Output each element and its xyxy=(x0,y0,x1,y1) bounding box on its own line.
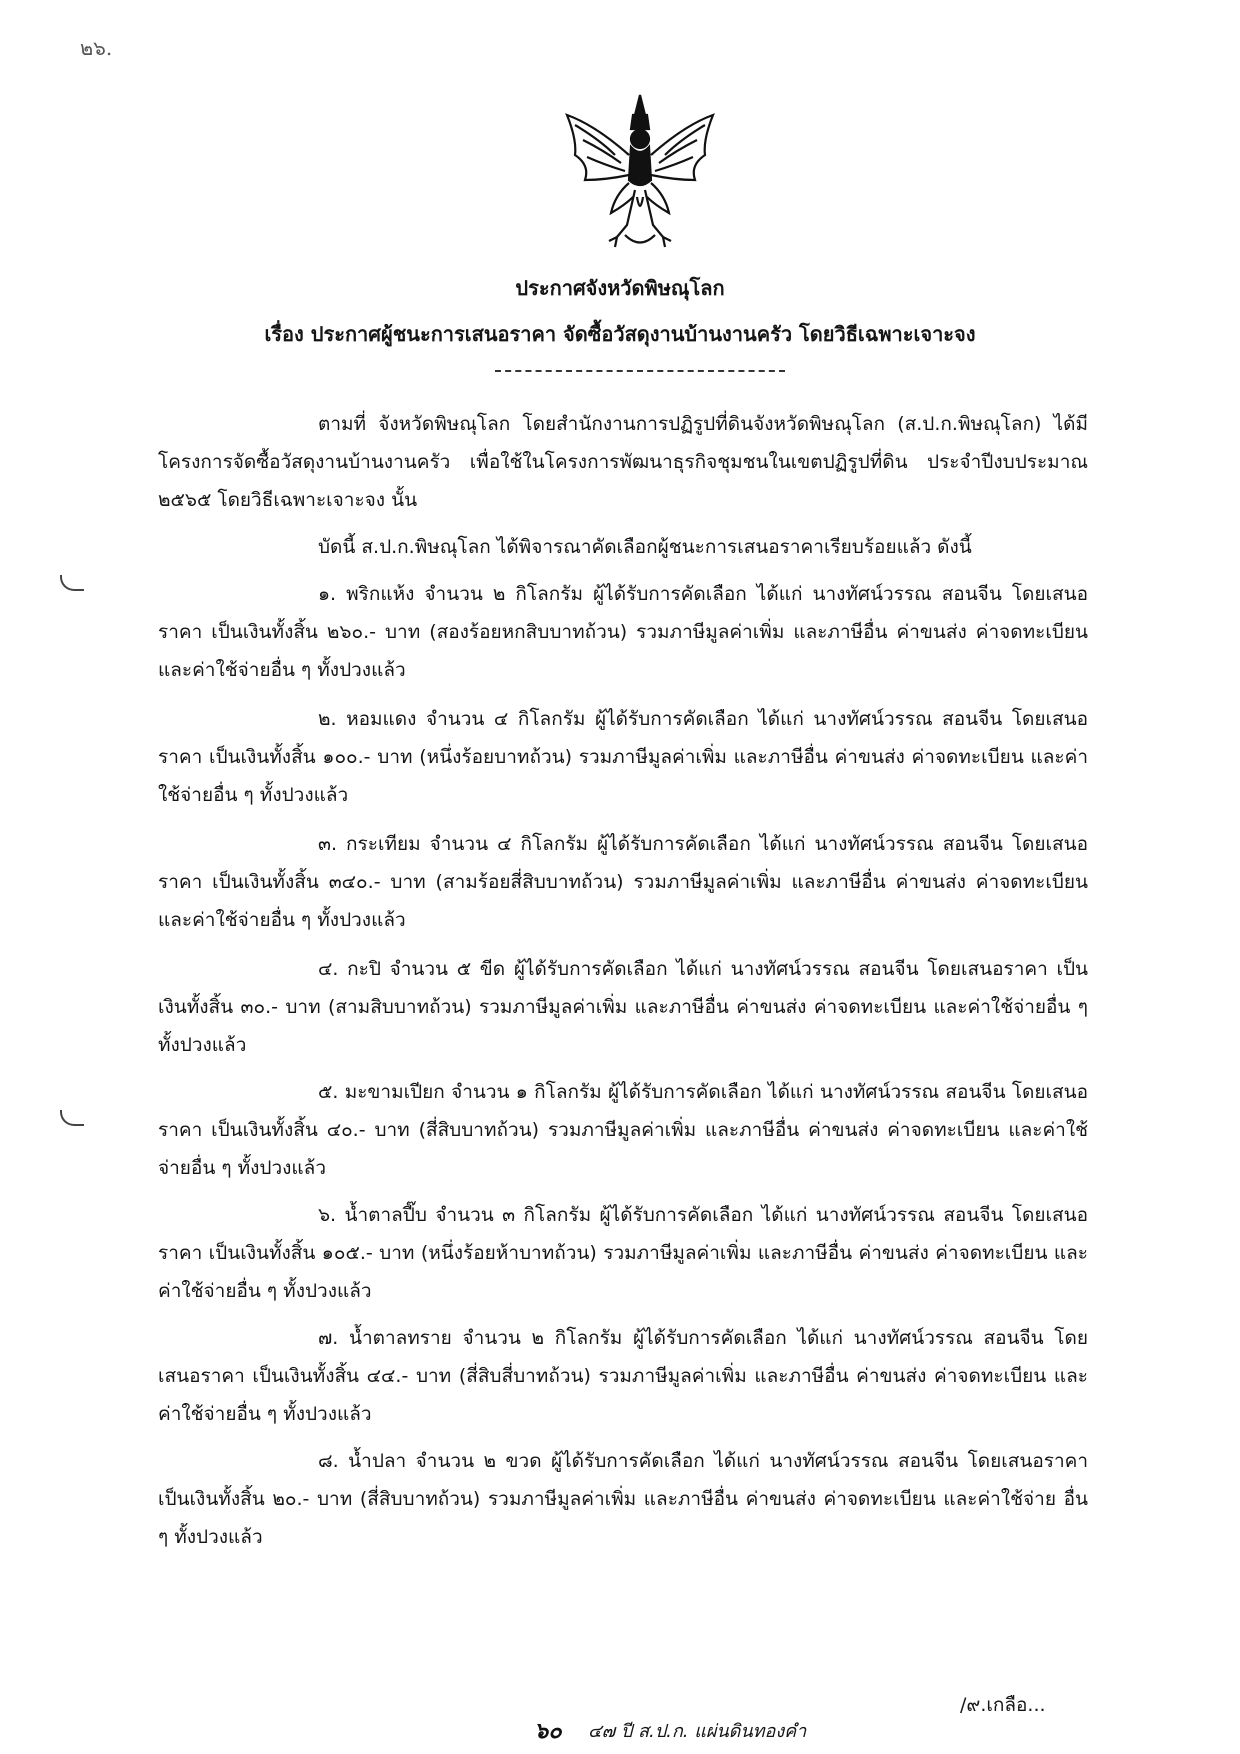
handwritten-page-note: ๒๖. xyxy=(80,36,113,60)
garuda-emblem-icon xyxy=(555,85,725,255)
document-subject: เรื่อง ประกาศผู้ชนะการเสนอราคา จัดซื้อวัสดุงานบ้านงานครัว โดยวิธีเฉพาะเจาะจง xyxy=(264,322,976,346)
anniversary-logo-icon xyxy=(520,1715,576,1745)
anniversary-logo-text: ๖๐ xyxy=(534,1719,562,1744)
list-item: ๘. น้ำปลา จำนวน ๒ ขวด ผู้ได้รับการคัดเลือก ได้แก่ นางทัศน์วรรณ สอนจีน โดยเสนอราคา เป็นเงินทั้งสิ้น ๒๐.- บาท (สี่สิบบาทถ้วน) รวมภาษีมูลค่าเพิ่ม และภาษีอื่น ค่าขนส่ง ค่าจดทะเบียน และค่าใช้จ่าย อื่น ๆ ทั้งปวงแล้ว xyxy=(158,1450,1088,1548)
intro-paragraph: ตามที่ จังหวัดพิษณุโลก โดยสำนักงานการปฏิรูปที่ดินจังหวัดพิษณุโลก (ส.ป.ก.พิษณุโลก) ได้มีโครงการจัดซื้อวัสดุงานบ้านงานครัว เพื่อใช้ในโครงการพัฒนาธุรกิจชุมชนในเขตปฏิรูปที่ดิน ประจำปีงบประมาณ ๒๕๖๕ โดยวิธีเฉพาะเจาะจง นั้น xyxy=(158,413,1088,511)
document-title: ประกาศจังหวัดพิษณุโลก xyxy=(515,276,725,300)
edge-mark xyxy=(60,1110,84,1126)
list-item: ๔. กะปิ จำนวน ๕ ขีด ผู้ได้รับการคัดเลือก ได้แก่ นางทัศน์วรรณ สอนจีน โดยเสนอราคา เป็นเงินทั้งสิ้น ๓๐.- บาท (สามสิบบาทถ้วน) รวมภาษีมูลค่าเพิ่ม และภาษีอื่น ค่าขนส่ง ค่าจดทะเบียน และค่าใช้จ่ายอื่น ๆ ทั้งปวงแล้ว xyxy=(158,958,1088,1056)
list-item: ๕. มะขามเปียก จำนวน ๑ กิโลกรัม ผู้ได้รับการคัดเลือก ได้แก่ นางทัศน์วรรณ สอนจีน โดยเสนอราคา เป็นเงินทั้งสิ้น ๔๐.- บาท (สี่สิบบาทถ้วน) รวมภาษีมูลค่าเพิ่ม และภาษีอื่น ค่าขนส่ง ค่าจดทะเบียน และค่าใช้จ่ายอื่น ๆ ทั้งปวงแล้ว xyxy=(158,1081,1088,1179)
footer-slogan xyxy=(520,1710,806,1750)
list-item: ๓. กระเทียม จำนวน ๔ กิโลกรัม ผู้ได้รับการคัดเลือก ได้แก่ นางทัศน์วรรณ สอนจีน โดยเสนอราคา เป็นเงินทั้งสิ้น ๓๔๐.- บาท (สามร้อยสี่สิบบาทถ้วน) รวมภาษีมูลค่าเพิ่ม และภาษีอื่น ค่าขนส่ง ค่าจดทะเบียน และค่าใช้จ่ายอื่น ๆ ทั้งปวงแล้ว xyxy=(158,833,1088,931)
list-item: ๑. พริกแห้ง จำนวน ๒ กิโลกรัม ผู้ได้รับการคัดเลือก ได้แก่ นางทัศน์วรรณ สอนจีน โดยเสนอราคา เป็นเงินทั้งสิ้น ๒๖๐.- บาท (สองร้อยหกสิบบาทถ้วน) รวมภาษีมูลค่าเพิ่ม และภาษีอื่น ค่าขนส่ง ค่าจดทะเบียน และค่าใช้จ่ายอื่น ๆ ทั้งปวงแล้ว xyxy=(158,583,1088,681)
continuation-marker: /๙.เกลือ... xyxy=(960,1694,1046,1716)
list-item: ๗. น้ำตาลทราย จำนวน ๒ กิโลกรัม ผู้ได้รับการคัดเลือก ได้แก่ นางทัศน์วรรณ สอนจีน โดยเสนอราคา เป็นเงินทั้งสิ้น ๔๔.- บาท (สี่สิบสี่บาทถ้วน) รวมภาษีมูลค่าเพิ่ม และภาษีอื่น ค่าขนส่ง ค่าจดทะเบียน และค่าใช้จ่ายอื่น ๆ ทั้งปวงแล้ว xyxy=(158,1327,1088,1425)
announcement-paragraph: บัดนี้ ส.ป.ก.พิษณุโลก ได้พิจารณาคัดเลือกผู้ชนะการเสนอราคาเรียบร้อยแล้ว ดังนี้ xyxy=(318,536,972,558)
footer-slogan-text: ๔๗ ปี ส.ป.ก. แผ่นดินทองคำ xyxy=(588,1720,807,1742)
list-item: ๖. น้ำตาลปี๊บ จำนวน ๓ กิโลกรัม ผู้ได้รับการคัดเลือก ได้แก่ นางทัศน์วรรณ สอนจีน โดยเสนอราคา เป็นเงินทั้งสิ้น ๑๐๕.- บาท (หนึ่งร้อยห้าบาทถ้วน) รวมภาษีมูลค่าเพิ่ม และภาษีอื่น ค่าขนส่ง ค่าจดทะเบียน และค่าใช้จ่ายอื่น ๆ ทั้งปวงแล้ว xyxy=(158,1204,1088,1302)
title-divider xyxy=(495,370,785,372)
edge-mark xyxy=(60,575,84,591)
list-item: ๒. หอมแดง จำนวน ๔ กิโลกรัม ผู้ได้รับการคัดเลือก ได้แก่ นางทัศน์วรรณ สอนจีน โดยเสนอราคา เป็นเงินทั้งสิ้น ๑๐๐.- บาท (หนึ่งร้อยบาทถ้วน) รวมภาษีมูลค่าเพิ่ม และภาษีอื่น ค่าขนส่ง ค่าจดทะเบียน และค่าใช้จ่ายอื่น ๆ ทั้งปวงแล้ว xyxy=(158,708,1088,806)
